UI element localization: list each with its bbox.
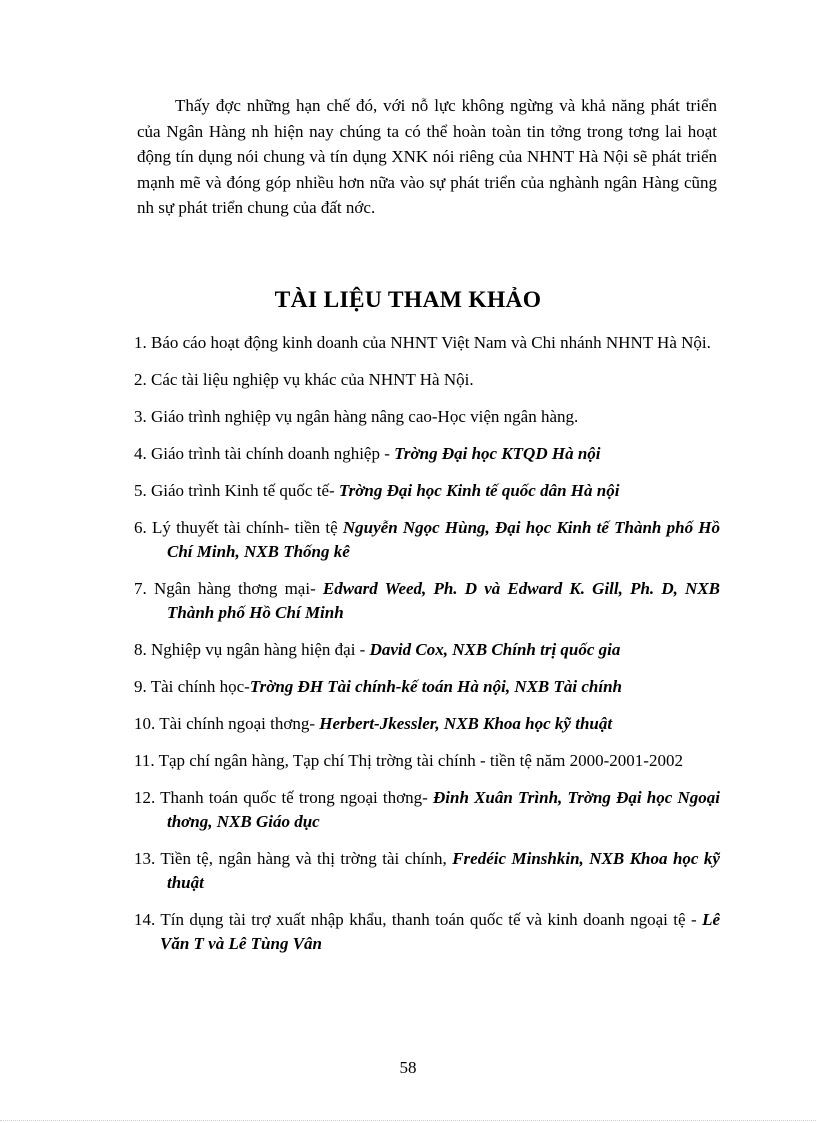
reference-source: Lê Văn T và Lê Tùng Vân	[160, 910, 720, 953]
reference-list	[134, 331, 720, 969]
reference-item	[134, 516, 720, 564]
reference-number: 2.	[134, 370, 147, 389]
reference-number: 10.	[134, 714, 156, 733]
page-bottom-divider	[0, 1120, 816, 1121]
reference-item	[134, 712, 720, 736]
reference-item	[134, 638, 720, 662]
reference-number: 7.	[134, 579, 147, 598]
reference-item	[134, 368, 720, 392]
reference-item	[134, 479, 720, 503]
reference-item	[134, 675, 720, 699]
reference-source: Edward Weed, Ph. D và Edward K. Gill, Ph. D, NXB Thành phố Hồ Chí Minh	[167, 579, 721, 622]
reference-item	[134, 908, 720, 956]
reference-text: Ngân hàng thơng mại-	[153, 579, 323, 598]
reference-source: David Cox, NXB Chính trị quốc gia	[369, 640, 621, 659]
reference-item	[134, 847, 720, 895]
reference-number: 11.	[134, 751, 155, 770]
references-heading: TÀI LIỆU THAM KHẢO	[274, 287, 542, 313]
reference-text: Tài chính ngoại thơng-	[159, 714, 320, 733]
reference-item	[134, 405, 720, 429]
reference-text: Thanh toán quốc tế trong ngoại thơng-	[160, 788, 433, 807]
reference-text: Giáo trình nghiệp vụ ngân hàng nâng cao-Học viện ngân hàng.	[151, 407, 579, 426]
reference-source: Herbert-Jkessler, NXB Khoa học kỹ thuật	[319, 714, 613, 733]
reference-item	[134, 442, 720, 466]
reference-source: Nguyễn Ngọc Hùng, Đại học Kinh tế Thành phố Hồ Chí Minh, NXB Thống kê	[167, 518, 721, 561]
reference-text: Tín dụng tài trợ xuất nhập khẩu, thanh toán quốc tế và kinh doanh ngoại tệ -	[160, 910, 703, 929]
reference-item	[134, 786, 720, 834]
reference-number: 3.	[134, 407, 147, 426]
page-number: 58	[399, 1058, 417, 1077]
reference-text: Tiền tệ, ngân hàng và thị trờng tài chính,	[160, 849, 453, 868]
reference-text: Tạp chí ngân hàng, Tạp chí Thị trờng tài chính - tiền tệ năm 2000-2001-2002	[158, 751, 683, 770]
intro-paragraph: Thấy đợc những hạn chế đó, với nỗ lực không ngừng và khả năng phát triển của Ngân Hàng nh hiện nay chúng ta có thể hoàn toàn tin tởng trong tơng lai hoạt động tín dụng nói chung và tín dụng XNK nói riêng của NHNT Hà Nội sẽ phát triển mạnh mẽ và đóng góp nhiều hơn nữa vào sự phát triển của nghành ngân Hàng cũng nh sự phát triển chung của đất nớc.	[137, 96, 717, 217]
reference-number: 5.	[134, 481, 147, 500]
reference-text: Lý thuyết tài chính- tiền tệ	[151, 518, 343, 537]
reference-source: Fredéic Minshkin, NXB Khoa học kỹ thuật	[167, 849, 720, 892]
reference-number: 12.	[134, 788, 156, 807]
reference-text: Tài chính học-	[150, 677, 250, 696]
reference-item	[134, 577, 720, 625]
reference-text: Các tài liệu nghiệp vụ khác của NHNT Hà Nội.	[151, 370, 474, 389]
reference-source: Trờng Đại học Kinh tế quốc dân Hà nội	[338, 481, 620, 500]
reference-text: Giáo trình tài chính doanh nghiệp -	[151, 444, 395, 463]
reference-source: Trờng Đại học KTQD Hà nội	[394, 444, 601, 463]
reference-number: 6.	[134, 518, 147, 537]
reference-number: 8.	[134, 640, 147, 659]
reference-source: Trờng ĐH Tài chính-kế toán Hà nội, NXB Tài chính	[249, 677, 623, 696]
reference-item	[134, 331, 720, 355]
reference-number: 9.	[134, 677, 147, 696]
reference-number: 13.	[134, 849, 156, 868]
reference-item	[134, 749, 720, 773]
reference-number: 4.	[134, 444, 147, 463]
reference-text: Nghiệp vụ ngân hàng hiện đại -	[151, 640, 370, 659]
reference-number: 1.	[134, 333, 147, 352]
reference-text: Giáo trình Kinh tế quốc tế-	[151, 481, 339, 500]
reference-source: Đinh Xuân Trình, Trờng Đại học Ngoại thơng, NXB Giáo dục	[167, 788, 720, 831]
reference-text: Báo cáo hoạt động kinh doanh của NHNT Việt Nam và Chi nhánh NHNT Hà Nội.	[151, 333, 711, 352]
reference-number: 14.	[134, 910, 156, 929]
